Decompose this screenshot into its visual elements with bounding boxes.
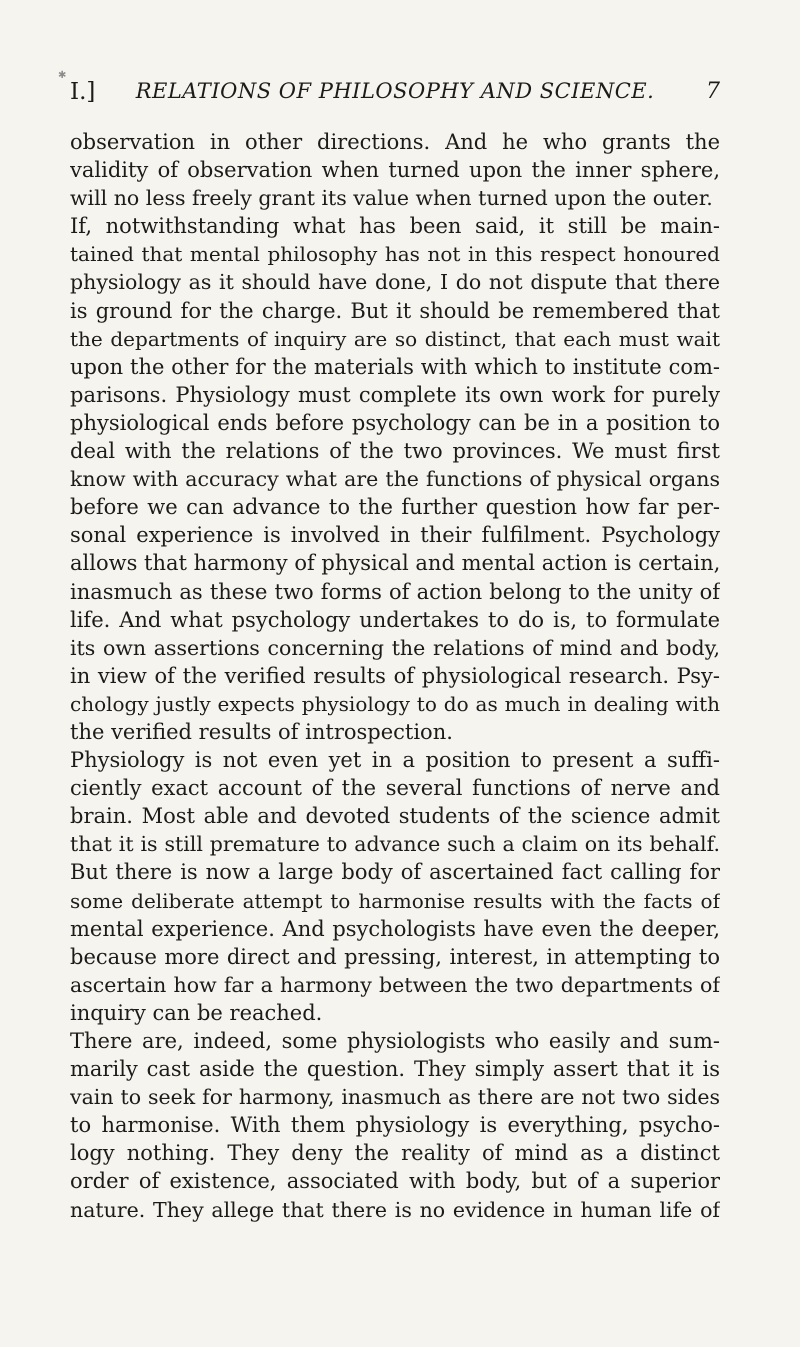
- text-line: chology justly expects physiology to do as much in dealing with: [70, 691, 720, 716]
- text-line: that it is still premature to advance such a claim on its behalf.: [70, 832, 720, 857]
- text-line: nature. They allege that there is no evidence in human life of: [70, 1197, 720, 1222]
- text-line: ciently exact account of the several functions of nerve and: [70, 776, 720, 801]
- text-line: inquiry can be reached.: [70, 1000, 323, 1025]
- text-line: Physiology is not even yet in a position to present a suffi-: [70, 748, 720, 773]
- text-line: brain. Most able and devoted students of the science admit: [70, 804, 720, 829]
- text-line: in view of the verified results of physiological research. Psy-: [70, 663, 720, 688]
- text-line: upon the other for the materials with which to institute com-: [70, 354, 720, 379]
- text-line: validity of observation when turned upon the inner sphere,: [70, 158, 720, 183]
- text-line: physiological ends before psychology can be in a position to: [70, 410, 720, 435]
- text-line: parisons. Physiology must complete its own work for purely: [70, 382, 720, 407]
- text-line: before we can advance to the further question how far per-: [70, 495, 720, 520]
- text-line: But there is now a large body of ascertained fact calling for: [70, 860, 720, 885]
- text-line: logy nothing. They deny the reality of mind as a distinct: [70, 1141, 720, 1166]
- page-number: 7: [706, 79, 720, 104]
- text-line: physiology as it should have done, I do not dispute that there: [70, 270, 720, 295]
- text-line: will no less freely grant its value when turned upon the outer.: [70, 186, 713, 211]
- body-text: [70, 128, 720, 1224]
- text-line: the verified results of introspection.: [70, 719, 453, 744]
- text-line: allows that harmony of physical and mental action is certain,: [70, 551, 720, 576]
- margin-mark: ✱: [58, 70, 67, 81]
- text-line: order of existence, associated with body, but of a superior: [70, 1169, 720, 1194]
- text-line: If, notwithstanding what has been said, it still be main-: [70, 214, 720, 239]
- text-line: know with accuracy what are the functions of physical organs: [70, 467, 720, 492]
- text-line: ascertain how far a harmony between the two departments of: [70, 972, 720, 997]
- text-line: to harmonise. With them physiology is everything, psycho-: [70, 1113, 720, 1138]
- text-line: vain to seek for harmony, inasmuch as there are not two sides: [70, 1085, 720, 1110]
- text-line: because more direct and pressing, interest, in attempting to: [70, 944, 720, 969]
- text-line: tained that mental philosophy has not in this respect honoured: [70, 242, 720, 267]
- chapter-number: I.]: [70, 79, 96, 105]
- text-line: marily cast aside the question. They simply assert that it is: [70, 1057, 720, 1082]
- running-title: RELATIONS OF PHILOSOPHY AND SCIENCE.: [135, 79, 655, 103]
- text-line: some deliberate attempt to harmonise results with the facts of: [70, 888, 720, 913]
- text-line: observation in other directions. And he who grants the: [70, 130, 720, 154]
- text-line: is ground for the charge. But it should be remembered that: [70, 298, 720, 323]
- text-line: sonal experience is involved in their fulfilment. Psychology: [70, 523, 720, 548]
- text-line: mental experience. And psychologists have even the deeper,: [70, 916, 720, 941]
- text-line: deal with the relations of the two provinces. We must first: [70, 439, 720, 464]
- text-line: its own assertions concerning the relations of mind and body,: [70, 635, 720, 660]
- text-line: There are, indeed, some physiologists who easily and sum-: [70, 1029, 720, 1053]
- running-head: [70, 79, 720, 111]
- text-line: life. And what psychology undertakes to do is, to formulate: [70, 607, 720, 632]
- text-line: the departments of inquiry are so distinct, that each must wait: [70, 326, 720, 351]
- text-line: inasmuch as these two forms of action belong to the unity of: [70, 579, 720, 604]
